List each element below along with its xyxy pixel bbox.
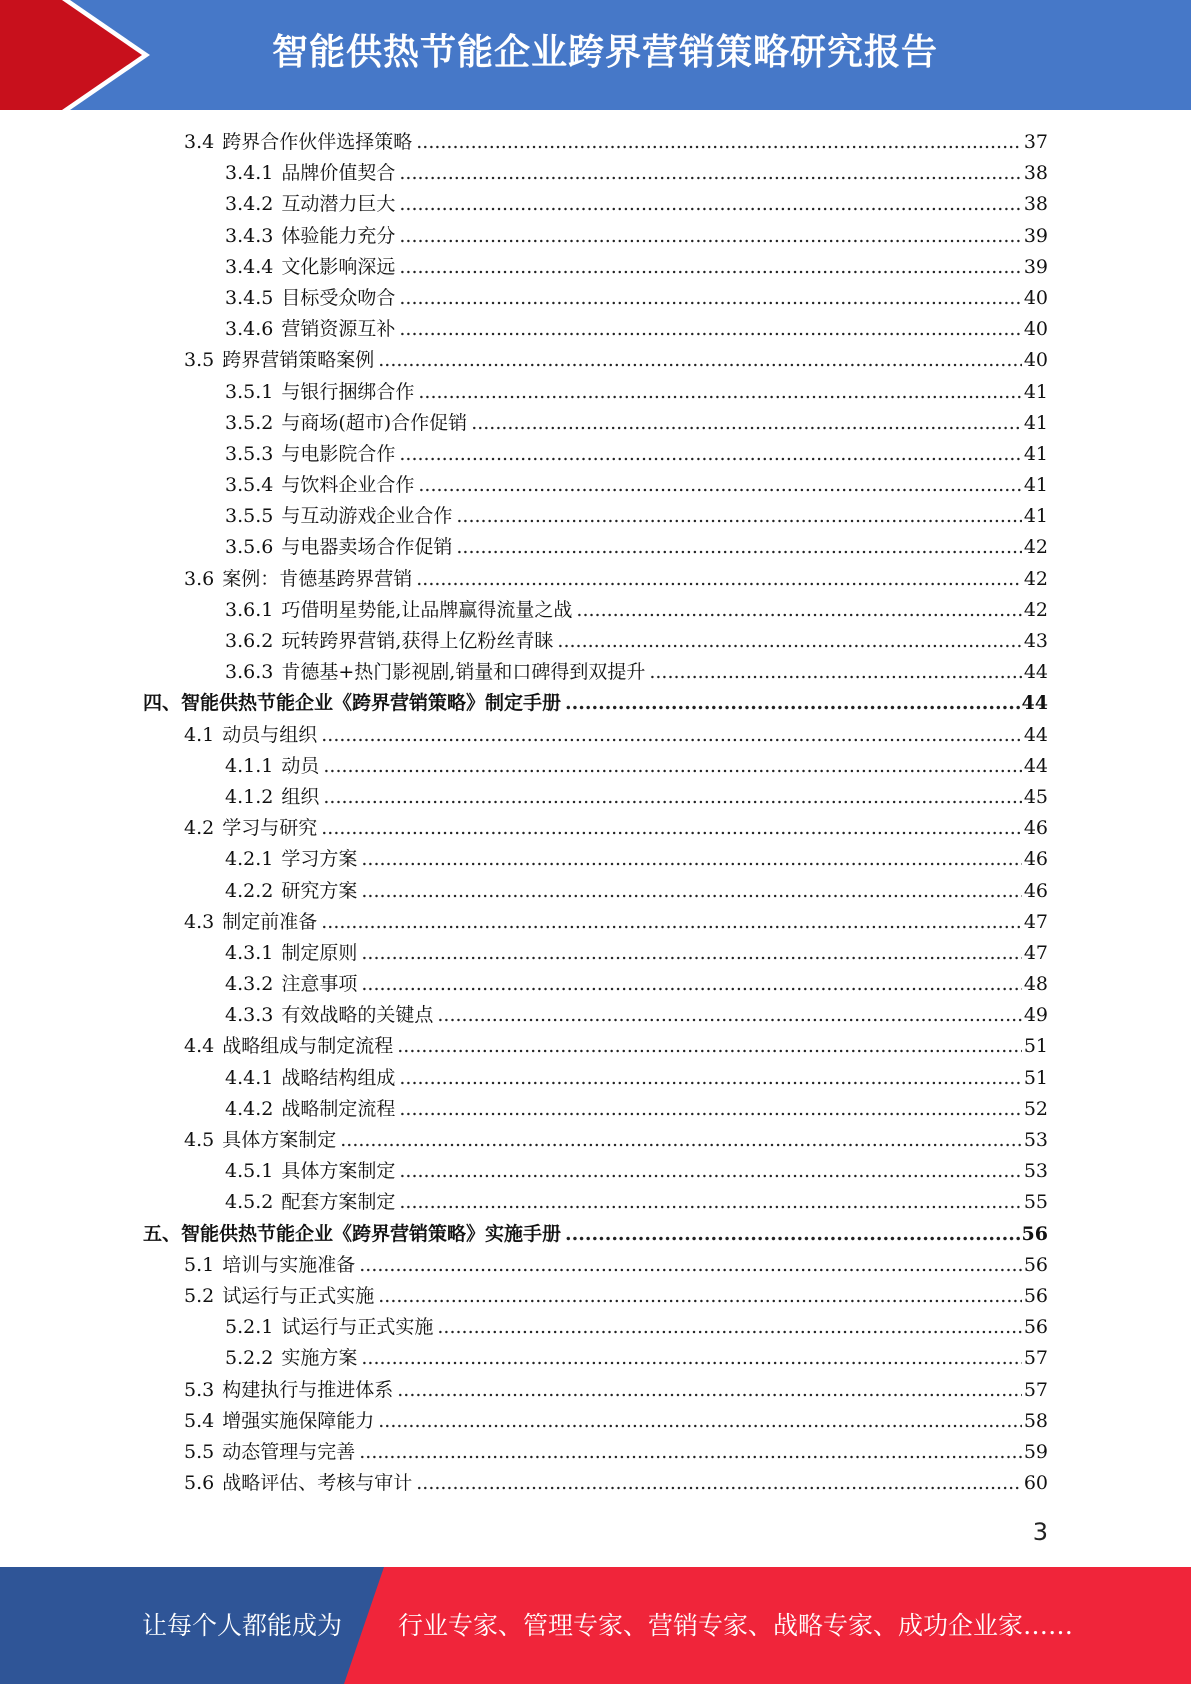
- toc-dot-leader: [321, 720, 1022, 751]
- toc-entry-page: 44: [1023, 754, 1048, 777]
- toc-entry-page: 37: [1023, 131, 1048, 153]
- toc-entry[interactable]: [0, 969, 1048, 1000]
- toc-entry-title: 配套方案制定: [281, 1191, 396, 1214]
- toc-entry-page: 38: [1023, 162, 1048, 185]
- footer-slogan-right: 行业专家、管理专家、营销专家、战略专家、成功企业家……: [398, 1611, 1074, 1640]
- toc-dot-leader: [456, 501, 1021, 532]
- toc-entry[interactable]: [0, 1219, 1048, 1250]
- toc-dot-leader: [471, 408, 1022, 439]
- toc-entry-title: 四、智能供热节能企业《跨界营销策略》制定手册: [143, 692, 562, 715]
- toc-dot-leader: [399, 314, 1021, 345]
- toc-entry-page: 53: [1023, 1160, 1048, 1183]
- toc-entry-page: 40: [1023, 286, 1048, 309]
- toc-entry[interactable]: [0, 1468, 1048, 1499]
- toc-entry-title: 研究方案: [281, 879, 358, 902]
- toc-dot-leader: [416, 564, 1022, 595]
- toc-dot-leader: [323, 751, 1021, 782]
- toc-entry-page: 40: [1023, 318, 1048, 341]
- toc-entry[interactable]: [0, 657, 1048, 688]
- toc-entry-title: 试运行与正式实施: [281, 1316, 434, 1339]
- toc-entry-page: 56: [1023, 1253, 1048, 1276]
- toc-entry-title: 学习与研究: [222, 817, 318, 840]
- toc-entry-number: 4.2: [184, 817, 215, 840]
- toc-entry[interactable]: [0, 1094, 1048, 1125]
- toc-entry-page: 38: [1023, 193, 1048, 216]
- toc-entry[interactable]: [0, 1375, 1048, 1406]
- toc-entry[interactable]: [0, 501, 1048, 532]
- toc-entry-page: 46: [1023, 879, 1048, 902]
- toc-entry-number: 3.4: [184, 131, 215, 153]
- toc-entry-number: 4.3.3: [225, 1004, 274, 1027]
- toc-entry-number: 5.2.1: [225, 1316, 274, 1339]
- toc-dot-leader: [399, 158, 1021, 189]
- toc-entry-title: 培训与实施准备: [222, 1253, 356, 1276]
- toc-entry-page: 60: [1023, 1472, 1048, 1495]
- toc-dot-leader: [649, 657, 1021, 688]
- toc-entry-title: 营销资源互补: [281, 318, 396, 341]
- toc-dot-leader: [361, 1343, 1021, 1374]
- toc-entry-number: 5.3: [184, 1378, 215, 1401]
- toc-entry[interactable]: [0, 470, 1048, 501]
- toc-entry[interactable]: [0, 439, 1048, 470]
- toc-entry-title: 文化影响深远: [281, 255, 396, 278]
- toc-entry-page: 56: [1021, 1222, 1048, 1245]
- toc-entry-title: 试运行与正式实施: [222, 1284, 375, 1307]
- toc-entry-title: 有效战略的关键点: [281, 1004, 434, 1027]
- toc-entry-number: 4.4: [184, 1035, 215, 1058]
- toc-entry[interactable]: [0, 751, 1048, 782]
- toc-entry-title: 跨界合作伙伴选择策略: [222, 131, 413, 153]
- toc-entry-title: 目标受众吻合: [281, 286, 396, 309]
- toc-dot-leader: [397, 1031, 1022, 1062]
- toc-entry-number: 4.5.2: [225, 1191, 274, 1214]
- toc-dot-leader: [399, 439, 1021, 470]
- toc-entry[interactable]: [0, 1156, 1048, 1187]
- toc-dot-leader: [399, 1094, 1021, 1125]
- toc-entry-page: 47: [1023, 941, 1048, 964]
- toc-dot-leader: [418, 377, 1021, 408]
- toc-entry-title: 构建执行与推进体系: [222, 1378, 394, 1401]
- toc-entry-page: 59: [1023, 1440, 1048, 1463]
- toc-entry-title: 玩转跨界营销,获得上亿粉丝青睐: [281, 630, 554, 652]
- toc-entry-title: 巧借明星势能,让品牌赢得流量之战: [281, 598, 573, 621]
- toc-dot-leader: [437, 1000, 1021, 1031]
- toc-entry-title: 动员与组织: [222, 723, 318, 746]
- toc-dot-leader: [397, 1375, 1022, 1406]
- toc-entry-number: 3.4.2: [225, 193, 274, 216]
- toc-entry-title: 与电影院合作: [281, 442, 396, 465]
- toc-entry-number: 5.6: [184, 1472, 215, 1495]
- toc-entry-page: 39: [1023, 224, 1048, 247]
- toc-dot-leader: [418, 470, 1021, 501]
- toc-entry-number: 4.3.1: [225, 941, 274, 964]
- toc-entry-title: 动员: [281, 754, 320, 777]
- toc-entry-page: 41: [1023, 380, 1048, 403]
- toc-entry-title: 学习方案: [281, 848, 358, 871]
- toc-entry-page: 39: [1023, 255, 1048, 278]
- toc-dot-leader: [437, 1312, 1021, 1343]
- toc-entry-number: 3.4.1: [225, 162, 274, 185]
- toc-entry-page: 41: [1023, 442, 1048, 465]
- toc-entry[interactable]: [0, 813, 1048, 844]
- toc-entry-title: 体验能力充分: [281, 224, 396, 247]
- toc-entry-number: 4.4.1: [225, 1066, 274, 1089]
- toc-entry[interactable]: [0, 844, 1048, 875]
- toc-entry-number: 4.5: [184, 1129, 215, 1151]
- toc-entry-number: 3.5.2: [225, 411, 274, 434]
- toc-entry-page: 53: [1023, 1129, 1048, 1151]
- toc-dot-leader: [378, 345, 1022, 376]
- toc-entry-number: 4.1.2: [225, 785, 274, 808]
- toc-dot-leader: [321, 907, 1022, 938]
- toc-entry-title: 战略组成与制定流程: [222, 1035, 394, 1058]
- toc-entry[interactable]: [0, 688, 1048, 719]
- toc-entry[interactable]: [0, 595, 1048, 626]
- toc-entry-number: 3.6.3: [225, 661, 274, 684]
- toc-entry-page: 42: [1023, 536, 1048, 559]
- toc-entry-page: 44: [1023, 661, 1048, 684]
- toc-entry-page: 57: [1023, 1378, 1048, 1401]
- toc-entry[interactable]: [0, 1031, 1048, 1062]
- toc-entry-title: 战略评估、考核与审计: [222, 1472, 413, 1495]
- toc-entry-number: 4.5.1: [225, 1160, 274, 1183]
- report-title: 智能供热节能企业跨界营销策略研究报告: [271, 32, 938, 73]
- toc-dot-leader: [456, 532, 1021, 563]
- toc-entry-page: 41: [1023, 505, 1048, 528]
- toc-entry-title: 实施方案: [281, 1347, 358, 1370]
- toc-entry[interactable]: [0, 1000, 1048, 1031]
- toc-entry-number: 3.5: [184, 349, 215, 372]
- toc-dot-leader: [557, 626, 1021, 657]
- toc-entry[interactable]: [0, 127, 1048, 158]
- toc-entry-title: 增强实施保障能力: [222, 1409, 375, 1432]
- toc-entry-title: 战略制定流程: [281, 1097, 396, 1120]
- toc-entry[interactable]: [0, 1343, 1048, 1374]
- toc-entry-number: 3.5.1: [225, 380, 274, 403]
- toc-dot-leader: [416, 127, 1022, 158]
- toc-entry-number: 4.4.2: [225, 1097, 274, 1120]
- toc-entry[interactable]: [0, 283, 1048, 314]
- toc-dot-leader: [361, 969, 1021, 1000]
- toc-dot-leader: [361, 844, 1021, 875]
- toc-entry[interactable]: [0, 1312, 1048, 1343]
- toc-dot-leader: [399, 252, 1021, 283]
- toc-entry-page: 43: [1023, 630, 1048, 652]
- toc-entry-page: 49: [1023, 1004, 1048, 1027]
- toc-entry-number: 5.2.2: [225, 1347, 274, 1370]
- toc-entry-title: 具体方案制定: [281, 1160, 396, 1183]
- toc-dot-leader: [361, 938, 1021, 969]
- toc-dot-leader: [321, 813, 1022, 844]
- toc-entry-number: 4.3.2: [225, 973, 274, 996]
- toc-entry-number: 4.1.1: [225, 754, 274, 777]
- toc-entry-page: 42: [1023, 598, 1048, 621]
- toc-entry[interactable]: [0, 189, 1048, 220]
- toc-entry-number: 3.6.1: [225, 598, 274, 621]
- toc-entry-number: 4.3: [184, 910, 215, 933]
- toc-entry[interactable]: [0, 1187, 1048, 1218]
- toc-entry-page: 42: [1023, 567, 1048, 590]
- toc-entry[interactable]: [0, 876, 1048, 907]
- toc-entry-page: 58: [1023, 1409, 1048, 1432]
- toc-entry-number: 5.5: [184, 1440, 215, 1463]
- toc-dot-leader: [359, 1250, 1022, 1281]
- toc-dot-leader: [340, 1125, 1022, 1156]
- toc-entry-number: 3.4.6: [225, 318, 274, 341]
- toc-entry-number: 5.1: [184, 1253, 215, 1276]
- toc-entry-page: 47: [1023, 910, 1048, 933]
- toc-dot-leader: [399, 283, 1021, 314]
- toc-entry-page: 44: [1023, 723, 1048, 746]
- toc-entry[interactable]: [0, 1125, 1048, 1156]
- toc-entry[interactable]: [0, 782, 1048, 813]
- toc-entry-number: 3.4.5: [225, 286, 274, 309]
- toc-entry[interactable]: [0, 314, 1048, 345]
- toc-entry-number: 3.6: [184, 567, 215, 590]
- toc-entry[interactable]: [0, 158, 1048, 189]
- toc-dot-leader: [359, 1437, 1022, 1468]
- toc-entry-title: 互动潜力巨大: [281, 193, 396, 216]
- page-footer: [0, 1567, 1191, 1684]
- toc-entry-page: 55: [1023, 1191, 1048, 1214]
- toc-entry[interactable]: [0, 532, 1048, 563]
- toc-dot-leader: [565, 1219, 1020, 1250]
- toc-entry-title: 制定原则: [281, 941, 358, 964]
- toc-entry[interactable]: [0, 1406, 1048, 1437]
- toc-entry-page: 40: [1023, 349, 1048, 372]
- toc-entry-page: 57: [1023, 1347, 1048, 1370]
- toc-entry-title: 与互动游戏企业合作: [281, 505, 453, 528]
- toc-dot-leader: [378, 1281, 1022, 1312]
- toc-entry-number: 4.1: [184, 723, 215, 746]
- toc-dot-leader: [323, 782, 1021, 813]
- footer-slogan-left: 让每个人都能成为: [142, 1611, 343, 1640]
- toc-entry-number: 3.4.3: [225, 224, 274, 247]
- toc-entry[interactable]: [0, 907, 1048, 938]
- toc-entry[interactable]: [0, 377, 1048, 408]
- toc-entry[interactable]: [0, 252, 1048, 283]
- toc-entry-number: 4.2.2: [225, 879, 274, 902]
- toc-entry-title: 肯德基+热门影视剧,销量和口碑得到双提升: [281, 661, 646, 684]
- toc-entry-page: 56: [1023, 1284, 1048, 1307]
- toc-entry-page: 44: [1021, 692, 1048, 715]
- toc-entry-title: 具体方案制定: [222, 1129, 337, 1151]
- toc-dot-leader: [399, 1187, 1021, 1218]
- toc-entry[interactable]: [0, 720, 1048, 751]
- toc-entry-page: 56: [1023, 1316, 1048, 1339]
- toc-entry-title: 品牌价值契合: [281, 162, 396, 185]
- toc-entry-number: 3.5.3: [225, 442, 274, 465]
- toc-entry-number: 3.6.2: [225, 630, 274, 652]
- toc-entry-number: 3.5.4: [225, 474, 274, 497]
- toc-entry-title: 与商场(超市)合作促销: [281, 411, 468, 434]
- toc-dot-leader: [399, 221, 1021, 252]
- toc-entry-page: 46: [1023, 817, 1048, 840]
- toc-entry-title: 案例：肯德基跨界营销: [222, 567, 413, 590]
- toc-entry[interactable]: [0, 1281, 1048, 1312]
- toc-entry-title: 注意事项: [281, 973, 358, 996]
- toc-dot-leader: [576, 595, 1021, 626]
- toc-entry-page: 41: [1023, 474, 1048, 497]
- toc-dot-leader: [378, 1406, 1022, 1437]
- toc-dot-leader: [361, 876, 1021, 907]
- toc-dot-leader: [399, 1156, 1021, 1187]
- toc-entry[interactable]: [0, 408, 1048, 439]
- page-header: [0, 0, 1191, 110]
- toc-entry-title: 组织: [281, 785, 320, 808]
- toc-entry[interactable]: [0, 1063, 1048, 1094]
- toc-entry-number: 3.5.5: [225, 505, 274, 528]
- toc-entry-title: 战略结构组成: [281, 1066, 396, 1089]
- toc-entry-title: 动态管理与完善: [222, 1440, 356, 1463]
- toc-entry-number: 5.2: [184, 1284, 215, 1307]
- toc-entry-title: 与饮料企业合作: [281, 474, 415, 497]
- toc-entry-page: 52: [1023, 1097, 1048, 1120]
- toc-entry-title: 五、智能供热节能企业《跨界营销策略》实施手册: [143, 1222, 562, 1245]
- toc-entry-page: 45: [1023, 785, 1048, 808]
- toc-entry-number: 3.5.6: [225, 536, 274, 559]
- toc-entry-page: 51: [1023, 1035, 1048, 1058]
- toc-entry-title: 与电器卖场合作促销: [281, 536, 453, 559]
- toc-entry[interactable]: [0, 938, 1048, 969]
- toc-entry-title: 制定前准备: [222, 910, 318, 933]
- toc-entry-title: 与银行捆绑合作: [281, 380, 415, 403]
- toc-entry-page: 41: [1023, 411, 1048, 434]
- toc-entry-number: 5.4: [184, 1409, 215, 1432]
- toc-dot-leader: [399, 1063, 1021, 1094]
- toc-entry-page: 48: [1023, 973, 1048, 996]
- toc-entry-number: 3.4.4: [225, 255, 274, 278]
- toc-dot-leader: [416, 1468, 1022, 1499]
- toc-entry[interactable]: [0, 345, 1048, 376]
- toc-entry[interactable]: [0, 626, 1048, 657]
- toc-entry-page: 51: [1023, 1066, 1048, 1089]
- toc-dot-leader: [399, 189, 1021, 220]
- toc-entry-title: 跨界营销策略案例: [222, 349, 375, 372]
- toc-dot-leader: [565, 688, 1020, 719]
- page-number: 3: [1032, 1518, 1048, 1546]
- toc-entry-number: 4.2.1: [225, 848, 274, 871]
- toc-entry[interactable]: [0, 1437, 1048, 1468]
- toc-entry[interactable]: [0, 1250, 1048, 1281]
- toc-entry[interactable]: [0, 564, 1048, 595]
- toc-entry[interactable]: [0, 221, 1048, 252]
- toc-entry-page: 46: [1023, 848, 1048, 871]
- table-of-contents: [0, 127, 1191, 1499]
